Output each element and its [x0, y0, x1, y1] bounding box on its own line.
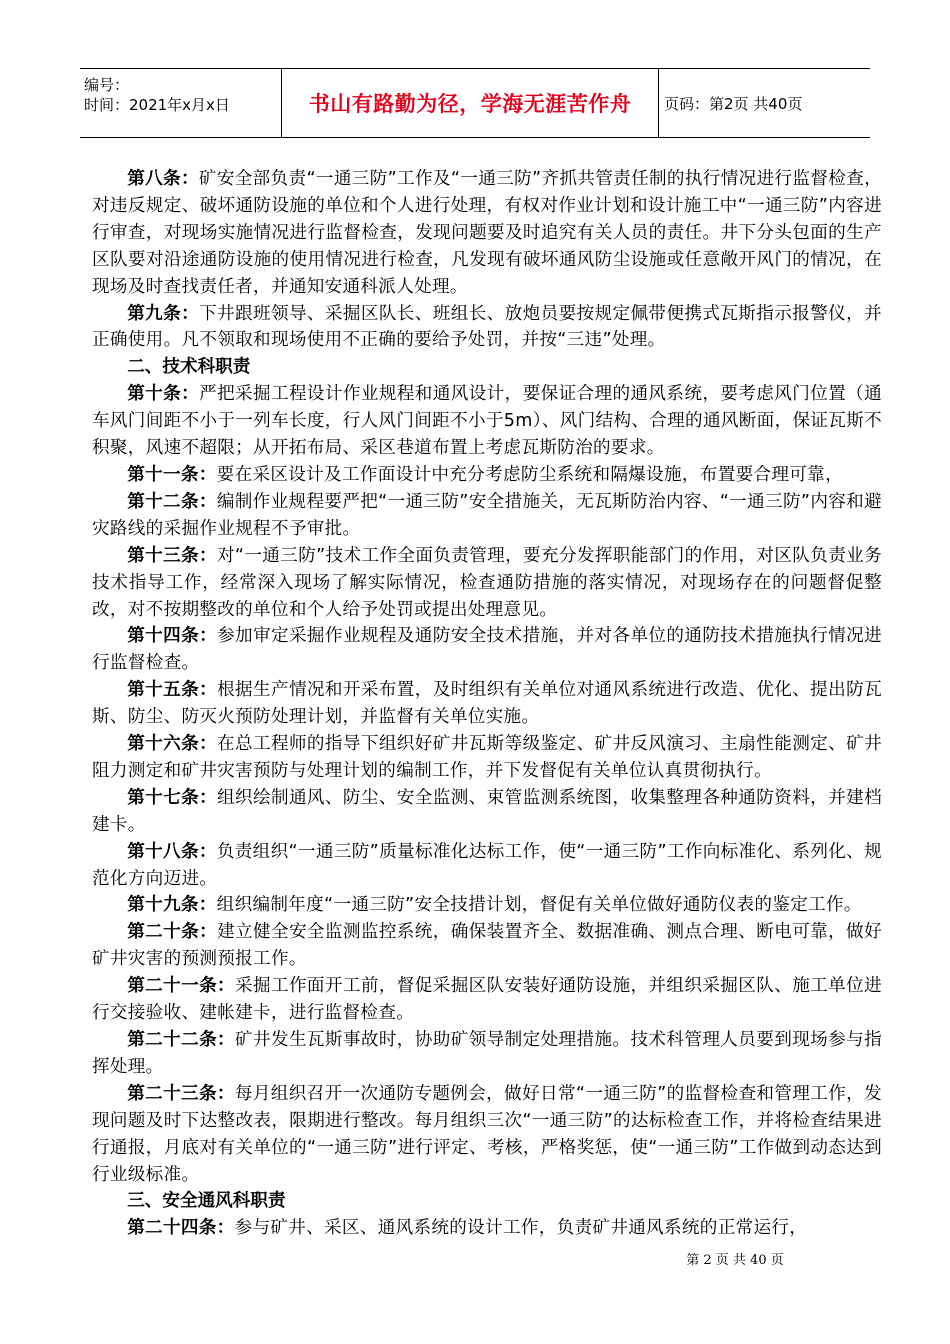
header-meta-cell [80, 69, 280, 137]
article-number: 第二十四条： [127, 1218, 235, 1239]
article-number: 第二十一条： [127, 976, 236, 997]
article-text: 要在采区设计及工作面设计中充分考虑防尘系统和隔爆设施，布置要合理可靠， [216, 464, 843, 485]
article-paragraph [92, 839, 882, 893]
article-number: 第十六条： [127, 734, 218, 755]
article-text: 对“一通三防”技术工作全面负责管理，要充分发挥职能部门的作用，对区队负责业务技术指导工作，经常深入现场了解实际情况，检查通防措施的落实情况，对现场存在的问题督促整改，对不按期整改的单位和个人给予处罚或提出处理意见。 [92, 545, 882, 620]
header-page-cell [658, 69, 870, 137]
header-motto-cell [281, 69, 659, 137]
article-text: 采掘工作面开工前，督促采掘区队安装好通防设施，并组织采掘区队、施工单位进行交接验收、建帐建卡，进行监督检查。 [92, 976, 882, 1024]
article-text: 建立健全安全监测监控系统，确保装置齐全、数据准确、测点合理、断电可靠，做好矿井灾害的预测预报工作。 [92, 922, 882, 970]
document-number-label: 编号： [84, 76, 130, 94]
article-paragraph [92, 543, 882, 624]
document-time-label: 时间：2021年x月x日 [84, 96, 230, 114]
article-number: 第十四条： [127, 626, 218, 647]
header-motto: 书山有路勤为径，学海无涯苦作舟 [308, 92, 632, 116]
article-number: 第十一条： [127, 464, 217, 485]
page-footer [0, 1249, 950, 1268]
article-text: 组织编制年度“一通三防”安全技措计划，督促有关单位做好通防仪表的鉴定工作。 [216, 895, 862, 916]
article-text: 每月组织召开一次通防专题例会，做好日常“一通三防”的监督检查和管理工作，发现问题及时下达整改表，限期进行整改。每月组织三次“一通三防”的达标检查工作，并将检查结果进行通报，月底对有关单位的“一通三防”进行评定、考核，严格奖惩，使“一通三防”工作做到动态达到行业级标准。 [92, 1083, 882, 1185]
article-number: 第十五条： [127, 680, 218, 701]
document-body [92, 166, 882, 1242]
article-paragraph [92, 301, 882, 355]
article-paragraph [92, 166, 882, 301]
article-paragraph [92, 462, 882, 489]
article-text: 参加审定采掘作业规程及通防安全技术措施，并对各单位的通防技术措施执行情况进行监督检查。 [92, 626, 882, 674]
section-heading: 二、技术科职责 [127, 357, 251, 378]
article-paragraph [92, 731, 882, 785]
article-text: 严把采掘工程设计作业规程和通风设计，要保证合理的通风系统，要考虑风门位置（通车风门间距不小于一列车长度，行人风门间距不小于5m）、风门结构、合理的通风断面，保证瓦斯不积聚，风速不超限；从开拓布局、采区巷道布置上考虑瓦斯防治的要求。 [92, 384, 883, 459]
footer-page-number: 第 2 页 共 40 页 [686, 1253, 784, 1268]
article-text: 组织绘制通风、防尘、安全监测、束管监测系统图，收集整理各种通防资料，并建档建卡。 [92, 787, 882, 835]
article-paragraph [92, 1215, 882, 1242]
article-text: 在总工程师的指导下组织好矿井瓦斯等级鉴定、矿井反风演习、主扇性能测定、矿井阻力测定和矿井灾害预防与处理计划的编制工作，并下发督促有关单位认真贯彻执行。 [92, 734, 882, 781]
article-paragraph [92, 489, 882, 543]
article-number: 第十二条： [127, 491, 217, 512]
article-paragraph [92, 623, 882, 677]
article-paragraph [92, 919, 882, 973]
article-text: 矿安全部负责“一通三防”工作及“一通三防”齐抓共管责任制的执行情况进行监督检查，对违反规定、破坏通防设施的单位和个人进行处理，有权对作业计划和设计施工中“一通三防”内容进行审查，对现场实施情况进行监督检查，发现问题要及时追究有关人员的责任。井下分头包面的生产区队要对沿途通防设施的使用情况进行检查，凡发现有破坏通风防尘设施或任意敞开风门的情况，在现场及时查找责任者，并通知安通科派人处理。 [92, 169, 883, 297]
section-heading: 三、安全通风科职责 [127, 1191, 286, 1212]
article-paragraph [92, 1081, 882, 1189]
article-number: 第十九条： [127, 895, 217, 916]
article-paragraph [92, 381, 882, 462]
article-number: 第八条： [127, 169, 199, 189]
article-number: 第十三条： [127, 545, 217, 566]
article-number: 第二十三条： [127, 1083, 235, 1104]
article-text: 根据生产情况和开采布置，及时组织有关单位对通风系统进行改造、优化、提出防瓦斯、防尘、防灭火预防处理计划，并监督有关单位实施。 [92, 680, 882, 728]
article-text: 下井跟班领导、采掘区队长、班组长、放炮员要按规定佩带便携式瓦斯指示报警仪，并正确使用。凡不领取和现场使用不正确的要给予处罚，并按“三违”处理。 [92, 303, 883, 351]
article-number: 第十七条： [127, 787, 218, 808]
article-paragraph [92, 1027, 882, 1081]
article-text: 矿井发生瓦斯事故时，协助矿领导制定处理措施。技术科管理人员要到现场参与指挥处理。 [92, 1030, 882, 1077]
article-paragraph [92, 892, 882, 919]
header-page-info: 页码：第2页 共40页 [664, 94, 803, 113]
article-number: 第十条： [127, 384, 200, 405]
article-number: 第二十条： [127, 922, 218, 943]
article-number: 第九条： [127, 303, 200, 324]
article-text: 参与矿井、采区、通风系统的设计工作，负责矿井通风系统的正常运行， [234, 1218, 808, 1239]
article-number: 第十八条： [127, 841, 217, 862]
article-text: 编制作业规程要严把“一通三防”安全措施关，无瓦斯防治内容、“一通三防”内容和避灾路线的采掘作业规程不予审批。 [92, 491, 882, 539]
article-paragraph [92, 677, 882, 731]
article-paragraph [92, 785, 882, 839]
article-number: 第二十二条： [127, 1030, 236, 1050]
article-text: 负责组织“一通三防”质量标准化达标工作，使“一通三防”工作向标准化、系列化、规范化方向迈进。 [92, 841, 882, 889]
article-paragraph [92, 973, 882, 1027]
header-table [80, 68, 870, 138]
